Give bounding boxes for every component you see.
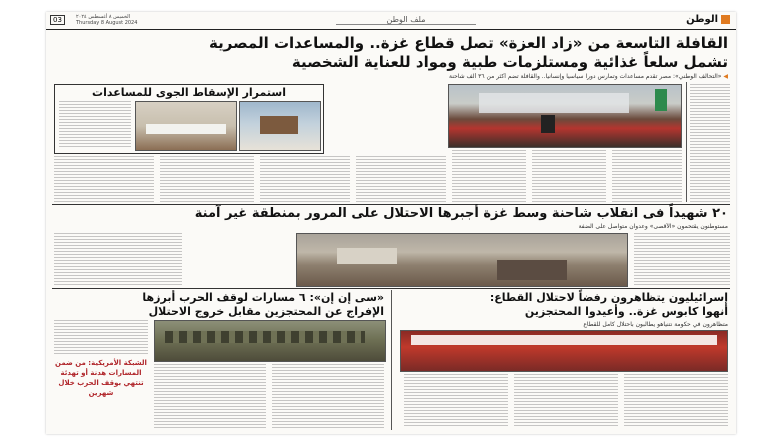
- newspaper-page: [46, 12, 736, 434]
- text-column: [54, 320, 148, 354]
- text-column: [160, 156, 254, 202]
- story4-headline-line2: أنهوا كابوس غزة.. وأعيدوا المحتجزين: [524, 305, 728, 318]
- airdrop-photo-2: [239, 101, 321, 151]
- convoy-photo: [448, 84, 682, 148]
- story3-headline-line1: «سى إن إن»: ٦ مسارات لوقف الحرب أبرزها: [142, 291, 384, 304]
- text-column: [272, 364, 384, 428]
- dateline: [76, 14, 137, 26]
- story3-headline: [54, 291, 384, 319]
- section-divider: [52, 288, 730, 289]
- main-headline: [54, 34, 728, 72]
- text-column: [514, 374, 618, 428]
- story4-kicker: متظاهرون في حكومة نتنياهو يطالبون باحتلال كامل للقطاع: [583, 321, 728, 328]
- text-column: [356, 156, 446, 202]
- column-divider: [391, 290, 392, 430]
- column-divider: [686, 82, 687, 202]
- text-column: [452, 150, 526, 202]
- airdrop-photo-1: [135, 101, 237, 151]
- text-column: [690, 84, 730, 202]
- section-divider: [52, 204, 730, 205]
- section-title: ملف الوطن: [336, 15, 476, 25]
- dateline-arabic: الخميس ٨ أغسطس ٢٠٢٤: [76, 14, 131, 20]
- text-column: [624, 374, 728, 428]
- story2-headline: ٢٠ شهيداً فى انقلاب شاحنة وسط غزة أجبرها الاحتلال على المرور بمنطقة غير آمنة: [194, 206, 728, 221]
- text-column: [54, 233, 182, 285]
- soldiers-photo: [154, 320, 386, 362]
- main-headline-line2: تشمل سلعاً غذائية ومستلزمات طبية ومواد للعناية الشخصية: [291, 53, 728, 71]
- text-column: [260, 156, 350, 202]
- dateline-english: Thursday 8 August 2024: [76, 20, 138, 26]
- text-column: [59, 101, 131, 149]
- text-column: [154, 364, 266, 428]
- kicker-text: «التحالف الوطني»: مصر تقدم مساعدات وتمارس دوراً سياسياً وإنسانياً.. والقافلة تضم أكثر من ٣٦ ألف شاحنة: [449, 73, 722, 80]
- kicker-marker-icon: ◀: [721, 73, 728, 80]
- newspaper-logo: [686, 14, 730, 25]
- text-column: [612, 150, 682, 202]
- masthead: [46, 12, 736, 30]
- logo-mark-icon: [721, 15, 730, 24]
- story4-headline-line1: إسرائيليون يتظاهرون رفضاً لاحتلال القطاع:: [489, 291, 728, 304]
- text-column: [404, 374, 508, 428]
- page-number: 03: [50, 15, 65, 25]
- text-column: [532, 150, 606, 202]
- main-headline-line1: القافلة التاسعة من «زاد العزة» تصل قطاع غزة.. والمساعدات المصرية: [209, 34, 728, 52]
- airdrop-headline: استمرار الإسقاط الجوى للمساعدات: [92, 86, 286, 99]
- story3-quote: الشبكة الأمريكية: من ضمن المسارات هدنة أو تهدئة تنتهي بوقف الحرب خلال شهرين: [55, 359, 147, 397]
- logo-text: الوطن: [686, 14, 718, 25]
- main-kicker: [54, 73, 728, 80]
- protest-photo: [400, 330, 728, 372]
- airdrop-box: [54, 84, 324, 154]
- story2-kicker: مستوطنون يقتحمون «الأقصى» وعدوان متواصل على الضفة: [578, 223, 728, 230]
- text-column: [634, 233, 730, 285]
- text-column: [54, 156, 154, 202]
- story4-headline: [400, 291, 728, 319]
- story3-headline-line2: الإفراج عن المحتجزين مقابل خروج الاحتلال: [148, 305, 384, 318]
- truck-accident-photo: [296, 233, 628, 287]
